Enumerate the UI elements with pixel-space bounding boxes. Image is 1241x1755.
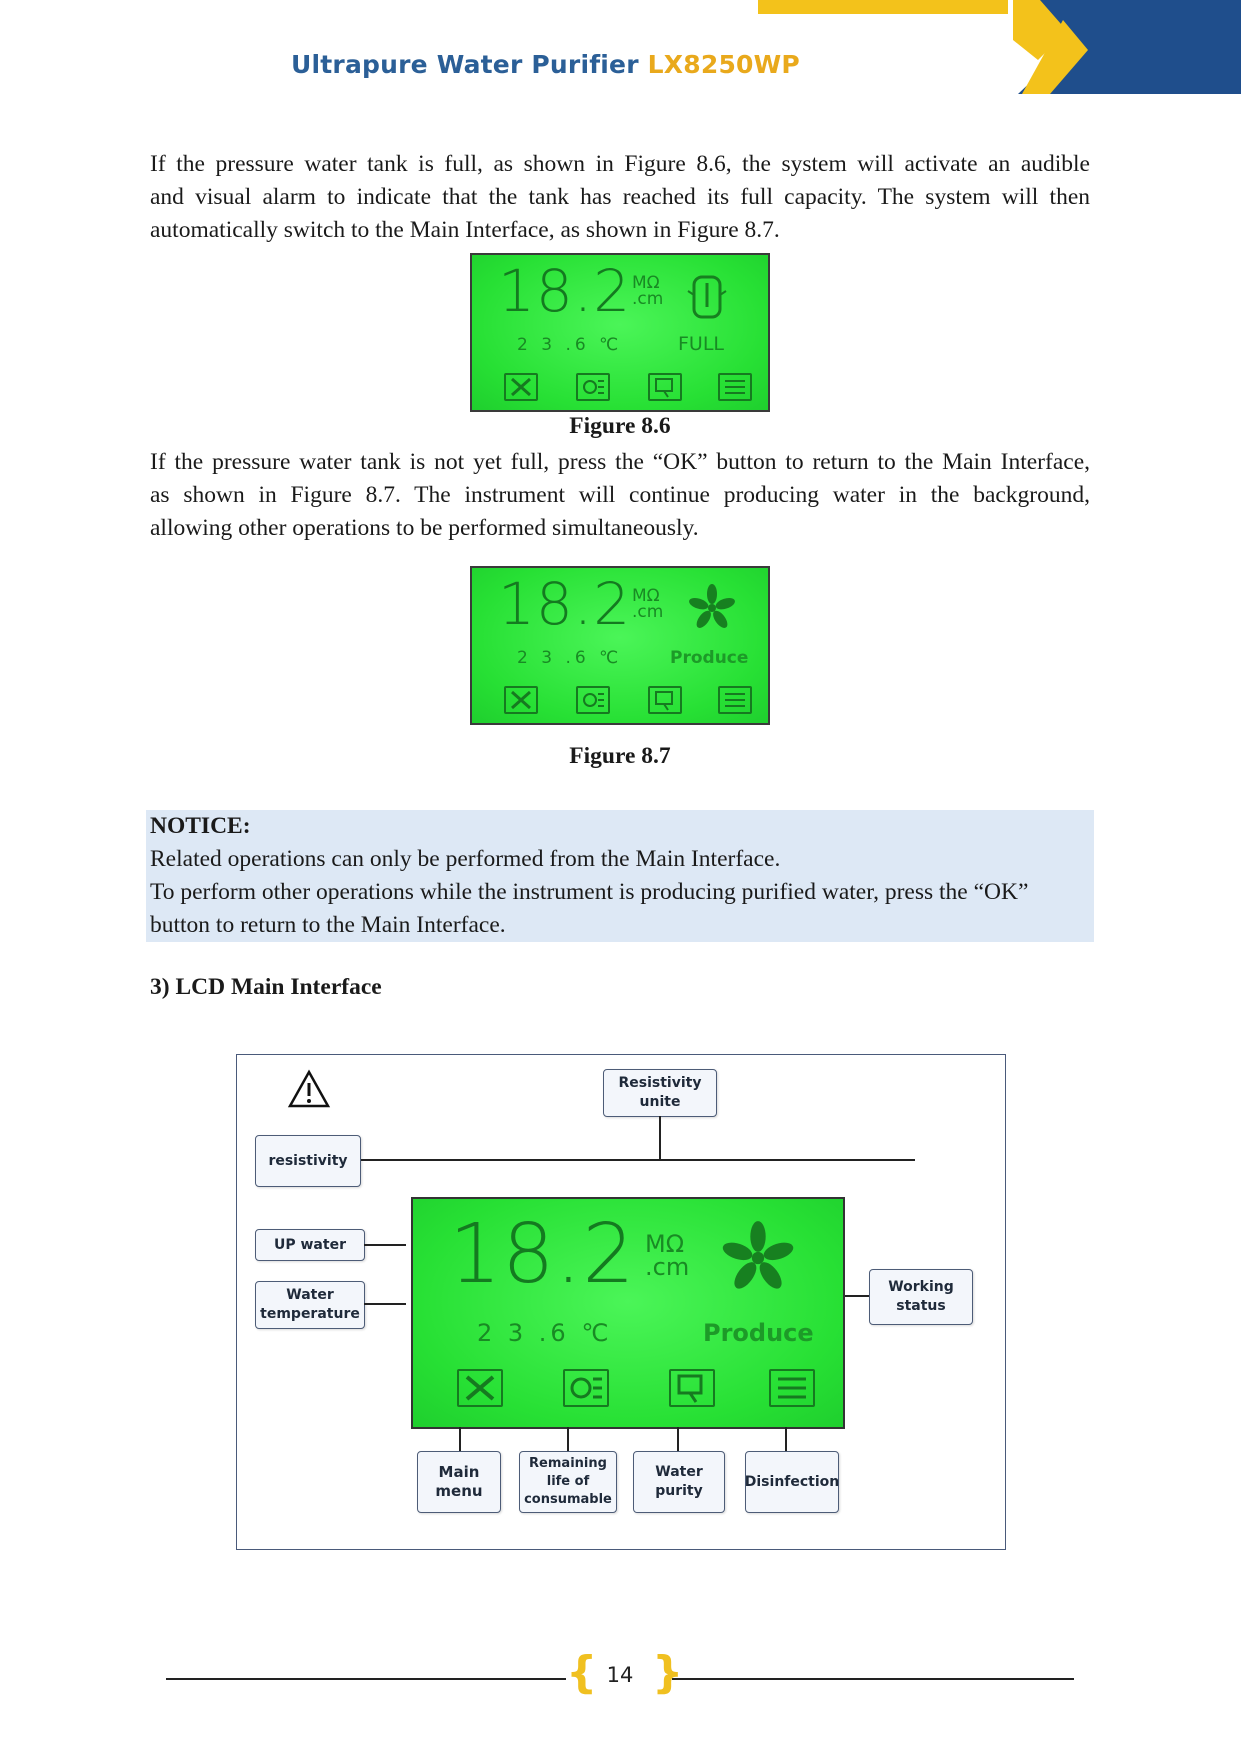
main-menu-icon <box>457 1369 503 1407</box>
callout-resistivity-unit: Resistivity unite <box>603 1069 717 1117</box>
water-purity-icon <box>669 1369 715 1407</box>
callout-main-menu: Main menu <box>417 1451 501 1513</box>
consumable-life-icon <box>576 686 610 714</box>
warning-triangle-icon <box>287 1069 331 1109</box>
paragraph-tank-not-full: If the pressure water tank is not yet full, press the “OK” button to return to the Main Interface, as shown in Figure 8.7. The instrument will continue producing water in the background, allowing other operations to be performed simultaneously. <box>150 449 1090 541</box>
connector-line <box>785 1427 787 1451</box>
figure-caption-8-6: Figure 8.6 <box>569 413 671 439</box>
callout-resistivity: resistivity <box>255 1135 361 1187</box>
callout-water-purity: Water purity <box>633 1451 725 1513</box>
water-temperature: 2 3 .6 ℃ <box>517 648 623 668</box>
notice-box <box>146 810 1094 942</box>
page-number: 14 <box>606 1663 634 1687</box>
figure-caption-8-7: Figure 8.7 <box>569 743 671 769</box>
resistivity-unit: MΩ .cm <box>632 273 664 310</box>
water-temperature: 2 3 .6 ℃ <box>477 1319 613 1347</box>
callout-water-temperature: Water temperature <box>255 1281 365 1329</box>
resistivity-reading: 18.2 <box>498 257 632 325</box>
resistivity-reading: 18.2 <box>498 570 632 638</box>
producing-fan-icon <box>715 1215 801 1301</box>
connector-line <box>567 1427 569 1451</box>
notice-line: Related operations can only be performed from the Main Interface. <box>150 846 781 872</box>
tank-icon <box>682 271 732 321</box>
water-purity-icon <box>648 373 682 401</box>
footer-rule-right <box>672 1678 1074 1680</box>
lcd-main-interface-diagram <box>236 1054 1006 1550</box>
disinfection-icon <box>718 373 752 401</box>
resistivity-reading: 18.2 <box>449 1207 636 1302</box>
paragraph-tank-full: If the pressure water tank is full, as shown in Figure 8.6, the system will activate an audible and visual alarm to indicate that the tank has reached its full capacity. The system will then automatically switch to the Main Interface, as shown in Figure 8.7. <box>150 151 1090 243</box>
disinfection-icon <box>718 686 752 714</box>
footer-brace-right: } <box>652 1647 684 1698</box>
connector-line <box>361 1159 915 1161</box>
model-number: LX8250WP <box>647 50 800 79</box>
callout-up-water: UP water <box>255 1229 365 1261</box>
consumable-life-icon <box>563 1369 609 1407</box>
callout-remaining-life: Remaining life of consumable <box>519 1451 617 1513</box>
connector-line <box>677 1427 679 1451</box>
document-title: Ultrapure Water Purifier LX8250WP <box>291 50 800 79</box>
callout-disinfection: Disinfection <box>745 1451 839 1513</box>
resistivity-unit: MΩ .cm <box>632 586 664 623</box>
footer-brace-left: { <box>566 1647 598 1698</box>
resistivity-unit: MΩ .cm <box>645 1230 690 1281</box>
connector-line <box>364 1303 406 1305</box>
main-menu-icon <box>504 373 538 401</box>
disinfection-icon <box>769 1369 815 1407</box>
lcd-figure-8-6 <box>470 253 770 412</box>
producing-fan-icon <box>684 580 740 636</box>
connector-line <box>659 1116 661 1160</box>
main-menu-icon <box>504 686 538 714</box>
working-status: Produce <box>703 1319 814 1347</box>
water-purity-icon <box>648 686 682 714</box>
notice-line: button to return to the Main Interface. <box>150 912 506 938</box>
callout-working-status: Working status <box>869 1269 973 1325</box>
lcd-figure-8-7 <box>470 566 770 725</box>
water-temperature: 2 3 .6 ℃ <box>517 335 623 355</box>
section-heading: 3) LCD Main Interface <box>150 974 382 1000</box>
working-status: Produce <box>670 648 749 668</box>
header-chevron-graphic <box>980 0 1241 100</box>
connector-line <box>459 1427 461 1451</box>
header-accent-bar <box>758 0 1008 14</box>
connector-line <box>364 1244 406 1246</box>
footer-rule-left <box>166 1678 566 1680</box>
notice-line: To perform other operations while the instrument is producing purified water, press the “OK” <box>150 879 1029 905</box>
notice-heading: NOTICE: <box>150 813 251 839</box>
lcd-main-screen <box>411 1197 845 1429</box>
consumable-life-icon <box>576 373 610 401</box>
working-status: FULL <box>678 333 725 355</box>
